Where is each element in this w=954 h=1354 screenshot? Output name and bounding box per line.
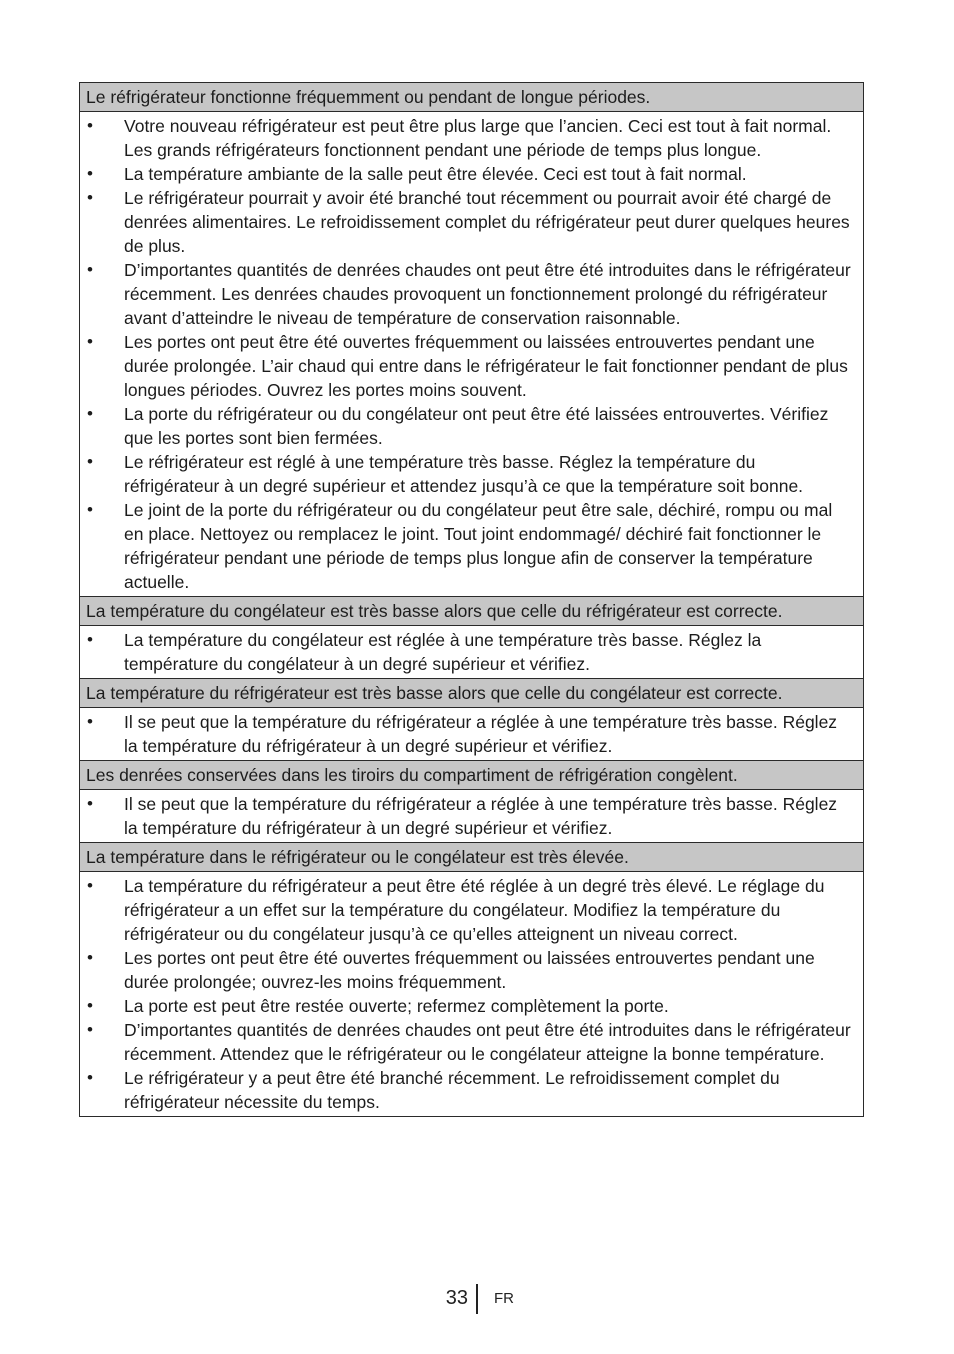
list-item: • La porte est peut être restée ouverte; refermez complètement la porte. bbox=[80, 994, 855, 1018]
section-header: La température du réfrigérateur est très basse alors que celle du congélateur est correcte. bbox=[80, 679, 863, 708]
language-code: FR bbox=[494, 1290, 514, 1307]
section-body bbox=[80, 790, 863, 843]
bullet-list bbox=[80, 114, 855, 594]
list-item: • La température du congélateur est réglée à une température très basse. Réglez la température du congélateur à un degré supérieur et vérifiez. bbox=[80, 628, 855, 676]
section-header: La température dans le réfrigérateur ou le congélateur est très élevée. bbox=[80, 843, 863, 872]
list-item: • Il se peut que la température du réfrigérateur a réglée à une température très basse. Réglez la température du réfrigérateur à un degré supérieur et vérifiez. bbox=[80, 792, 855, 840]
footer-divider bbox=[476, 1284, 478, 1314]
section-header: La température du congélateur est très basse alors que celle du réfrigérateur est correcte. bbox=[80, 597, 863, 626]
section-header: Les denrées conservées dans les tiroirs du compartiment de réfrigération congèlent. bbox=[80, 761, 863, 790]
list-item: • Le réfrigérateur est réglé à une température très basse. Réglez la température du réfrigérateur à un degré supérieur et attendez jusqu’à ce que la température soit bonne. bbox=[80, 450, 855, 498]
section-body bbox=[80, 626, 863, 679]
list-item: • Le réfrigérateur y a peut être été branché récemment. Le refroidissement complet du réfrigérateur nécessite du temps. bbox=[80, 1066, 855, 1114]
bullet-list bbox=[80, 628, 855, 676]
list-item: • Il se peut que la température du réfrigérateur a réglée à une température très basse. Réglez la température du réfrigérateur à un degré supérieur et vérifiez. bbox=[80, 710, 855, 758]
list-item: • Le joint de la porte du réfrigérateur ou du congélateur peut être sale, déchiré, rompu ou mal en place. Nettoyez ou remplacez le joint. Tout joint endommagé/ déchiré fait fonctionner le réfrigérateur pendant une période de temps plus longue afin de conserver la température actuelle. bbox=[80, 498, 855, 594]
section-header: Le réfrigérateur fonctionne fréquemment ou pendant de longue périodes. bbox=[80, 83, 863, 112]
list-item: • Les portes ont peut être été ouvertes fréquemment ou laissées entrouvertes pendant une durée prolongée; ouvrez-les moins fréquemment. bbox=[80, 946, 855, 994]
section-body bbox=[80, 872, 863, 1116]
list-item: • Votre nouveau réfrigérateur est peut être plus large que l’ancien. Ceci est tout à fait normal. Les grands réfrigérateurs fonctionnent pendant une période de temps plus longue. bbox=[80, 114, 855, 162]
list-item: • La porte du réfrigérateur ou du congélateur ont peut être été laissées entrouvertes. Vérifiez que les portes sont bien fermées. bbox=[80, 402, 855, 450]
bullet-list bbox=[80, 792, 855, 840]
page-number: 33 bbox=[445, 1287, 468, 1309]
list-item: • La température ambiante de la salle peut être élevée. Ceci est tout à fait normal. bbox=[80, 162, 855, 186]
list-item: • La température du réfrigérateur a peut être été réglée à un degré très élevé. Le réglage du réfrigérateur a un effet sur la température du congélateur. Modifiez la température du réfrigérateur ou du congélateur jusqu’à ce qu’elles atteignent un niveau correct. bbox=[80, 874, 855, 946]
list-item: • Les portes ont peut être été ouvertes fréquemment ou laissées entrouvertes pendant une durée prolongée. L’air chaud qui entre dans le réfrigérateur le fait fonctionner pendant de plus longues périodes. Ouvrez les portes moins souvent. bbox=[80, 330, 855, 402]
troubleshooting-table bbox=[79, 82, 864, 1117]
bullet-list bbox=[80, 710, 855, 758]
section-body bbox=[80, 112, 863, 597]
bullet-list bbox=[80, 874, 855, 1114]
list-item: • D’importantes quantités de denrées chaudes ont peut être été introduites dans le réfrigérateur récemment. Les denrées chaudes provoquent un fonctionnement prolongé du réfrigérateur avant d’atteindre le niveau de température de conservation raisonnable. bbox=[80, 258, 855, 330]
section-body bbox=[80, 708, 863, 761]
list-item: • D’importantes quantités de denrées chaudes ont peut être été introduites dans le réfrigérateur récemment. Attendez que le réfrigérateur ou le congélateur atteigne la bonne température. bbox=[80, 1018, 855, 1066]
list-item: • Le réfrigérateur pourrait y avoir été branché tout récemment ou pourrait avoir été chargé de denrées alimentaires. Le refroidissement complet du réfrigérateur peut durer quelques heures de plus. bbox=[80, 186, 855, 258]
page-footer bbox=[0, 1284, 954, 1314]
